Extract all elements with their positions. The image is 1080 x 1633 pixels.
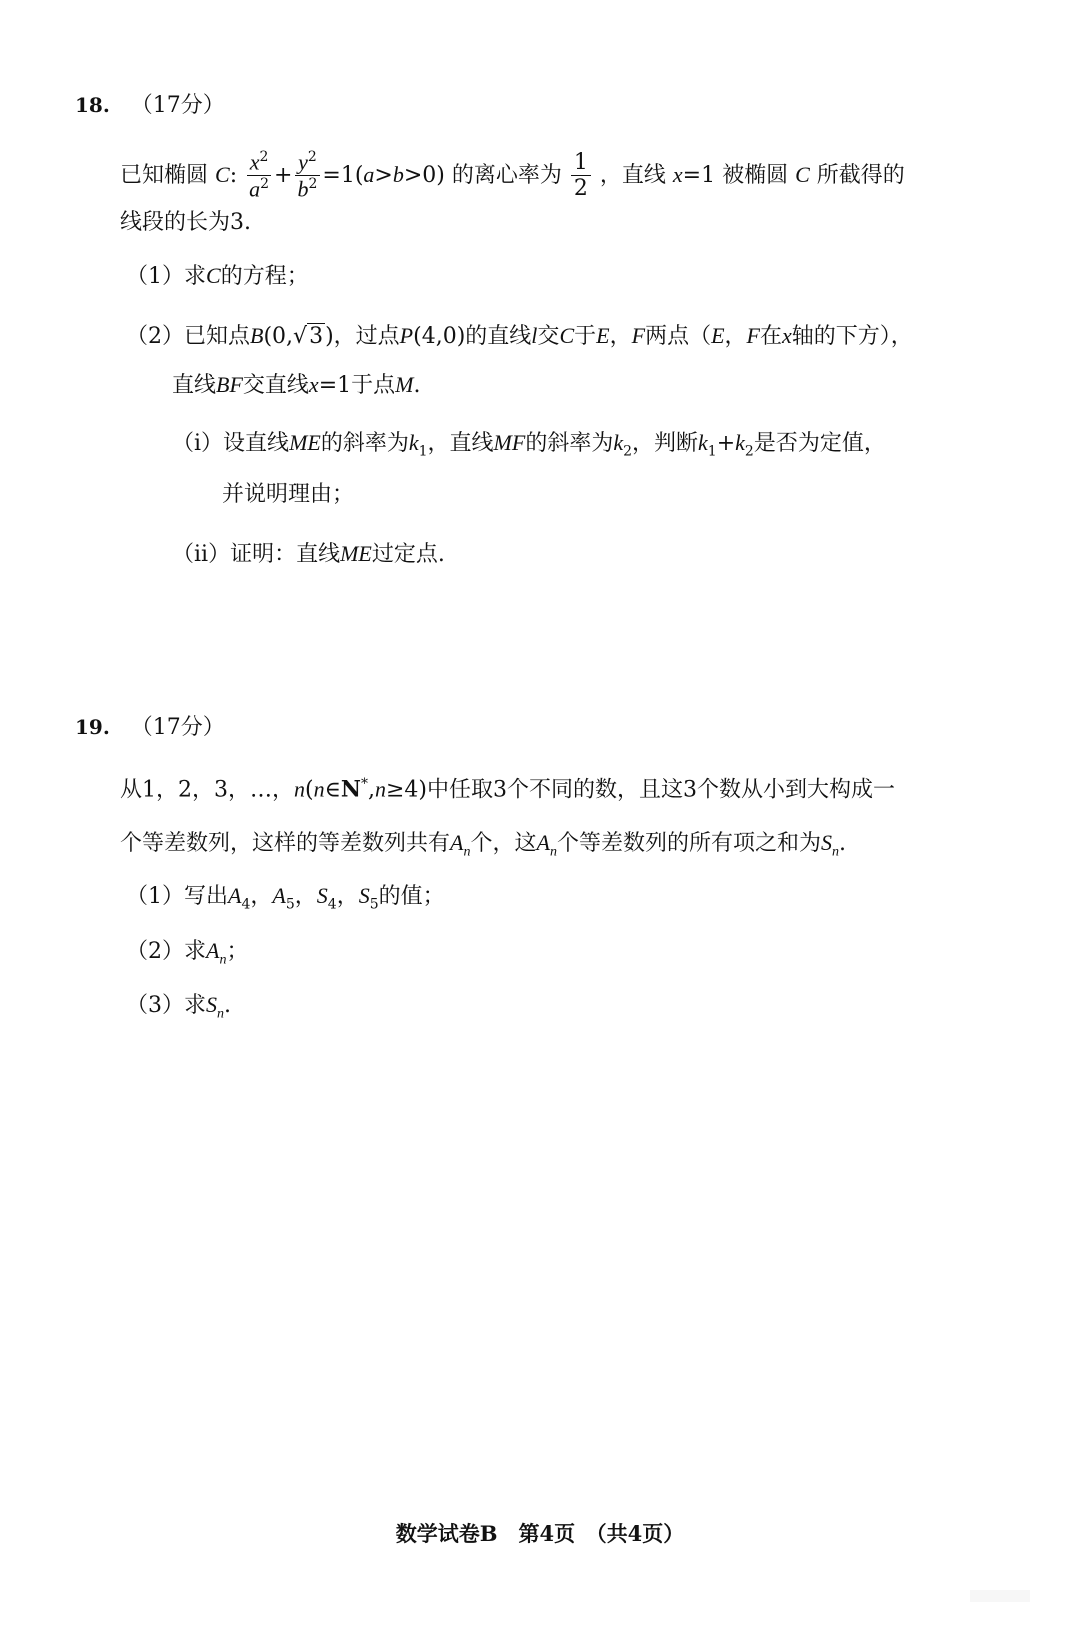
- q18-part2-ii-label: （ii）: [172, 542, 231, 567]
- q18-part2-text-a: 已知点: [184, 324, 251, 349]
- q18-part2-i-d: 的斜率为: [525, 431, 614, 456]
- q18-part2-text-e: 于: [574, 324, 597, 349]
- q18-part2-text-d: 交: [537, 324, 560, 349]
- q18-part2-i-c: ，直线: [427, 431, 494, 456]
- q19-line1-a: 从1，2，3，…，: [120, 777, 294, 803]
- q18-intro-text-c: ，直线: [599, 162, 666, 188]
- q18-part2-ii: （ii）证明：直线ME过定点.: [172, 541, 445, 567]
- q19-part1-a: 写出: [184, 884, 229, 909]
- q18-part2-ii-a: 证明：直线: [230, 542, 341, 567]
- q19-line2: 个等差数列，这样的等差数列共有$A_n$个，这$A_n$个等差数列的所有项之和为$S_n$.: [120, 830, 846, 860]
- q19-part1-b: 的值；: [378, 884, 445, 909]
- q18-part2-line2: 直线BF交直线x=1于点M.: [172, 372, 421, 398]
- q19-part3: （3）求$S_n$.: [126, 992, 232, 1022]
- q18-part2-line2-d: .: [413, 373, 421, 398]
- q19-line2-d: .: [838, 831, 846, 856]
- q18-part2-i-b: 的斜率为: [320, 431, 409, 456]
- q19-part2-a: 求: [184, 939, 207, 964]
- q18-part2-text-b: ，过点: [333, 324, 400, 349]
- q18-part2-line2-c: 于点: [351, 373, 396, 398]
- q18-part2-text-f: 两点（: [645, 324, 712, 349]
- math-frac-half: $\frac{1}{2}$: [571, 151, 591, 200]
- q19-score: （17分）: [130, 715, 225, 740]
- q19-part2: （2）求$A_n$；: [126, 938, 249, 968]
- q18-number: 18.: [75, 93, 110, 117]
- q19-part1: （1）写出$A_4$，$A_5$，$S_4$，$S_5$的值；: [126, 883, 445, 913]
- q18-part2-i-label: （i）: [172, 431, 224, 456]
- page-footer: 数学试卷B 第4页 （共4页）: [395, 1521, 685, 1546]
- q18-part2-line2-a: 直线: [172, 373, 217, 398]
- q19-part3-a: 求: [184, 993, 207, 1018]
- q18-header: [75, 95, 225, 117]
- q19-line2-c: 个等差数列的所有项之和为: [556, 831, 821, 856]
- q18-score: （17分）: [130, 93, 225, 118]
- q18-part1-label: （1）: [126, 264, 184, 289]
- q18-intro-line2: 线段的长为3.: [120, 210, 251, 235]
- q18-intro-text-e: 所截得的: [816, 162, 905, 188]
- math-frac-y2-b2: $\frac{y^2}{b^2}$: [294, 150, 320, 202]
- q18-part2-line1: （2）已知点B(0,√3)，过点P(4,0)的直线l交C于E，F两点（E，F在x轴的下方），: [126, 323, 913, 349]
- q18-intro-text-a: 已知椭圆: [120, 162, 209, 188]
- q19-part2-b: ；: [226, 939, 249, 964]
- q19-header: [75, 717, 225, 739]
- scan-artifact: [970, 1590, 1030, 1602]
- q18-part2-text-h: 轴的下方），: [791, 324, 913, 349]
- math-frac-x2-a2: $\frac{x^2}{a^2}$: [246, 150, 272, 202]
- q18-part2-i-e: ，判断: [632, 431, 699, 456]
- q18-part2-text-g: 在: [760, 324, 783, 349]
- q18-part2-text-c: 的直线: [465, 324, 532, 349]
- q19-part3-b: .: [224, 993, 232, 1018]
- q18-part2-label: （2）: [126, 324, 184, 349]
- q19-line2-b: 个，这: [470, 831, 537, 856]
- q19-line1: 从1，2，3，…，n(n∈N*,n≥4)中任取3个不同的数，且这3个数从小到大构成一: [120, 776, 896, 803]
- q18-part2-ii-b: 过定点.: [371, 542, 445, 567]
- q18-intro-text-b: 的离心率为: [451, 162, 562, 188]
- q19-part1-label: （1）: [126, 884, 184, 909]
- q19-part2-label: （2）: [126, 939, 184, 964]
- q18-part2-i-f: 是否为定值，: [753, 431, 886, 456]
- q18-part2-i-a: 设直线: [223, 431, 290, 456]
- q18-part2-i-line1: （i）设直线ME的斜率为$k_1$，直线MF的斜率为$k_2$，判断$k_1+k_2$是否为定值，: [172, 430, 886, 460]
- q19-line2-a: 个等差数列，这样的等差数列共有: [120, 831, 451, 856]
- q19-line1-b: 中任取3个不同的数，且这3个数从小到大构成一: [427, 777, 896, 803]
- q19-number: 19.: [75, 715, 110, 739]
- math-ellipse-eq: C: [215, 161, 230, 187]
- q19-part3-label: （3）: [126, 993, 184, 1018]
- q18-intro-text-d: 被椭圆: [722, 162, 789, 188]
- q18-intro-line1: 已知椭圆 C: $\frac{x^2}{a^2}$ + $\frac{y^2}{b^2}$ =1(a>b>0) 的离心率为 $\frac{1}{2}$ ，直线 x=1 被椭圆 C 所截得的: [120, 149, 905, 202]
- q18-part2-i-line2: 并说明理由；: [222, 482, 355, 507]
- q18-part2-line2-b: 交直线: [242, 373, 309, 398]
- q18-part1-text-b: 的方程；: [220, 264, 309, 289]
- q18-part1: （1）求C的方程；: [126, 263, 309, 289]
- q18-part1-text-a: 求: [184, 264, 207, 289]
